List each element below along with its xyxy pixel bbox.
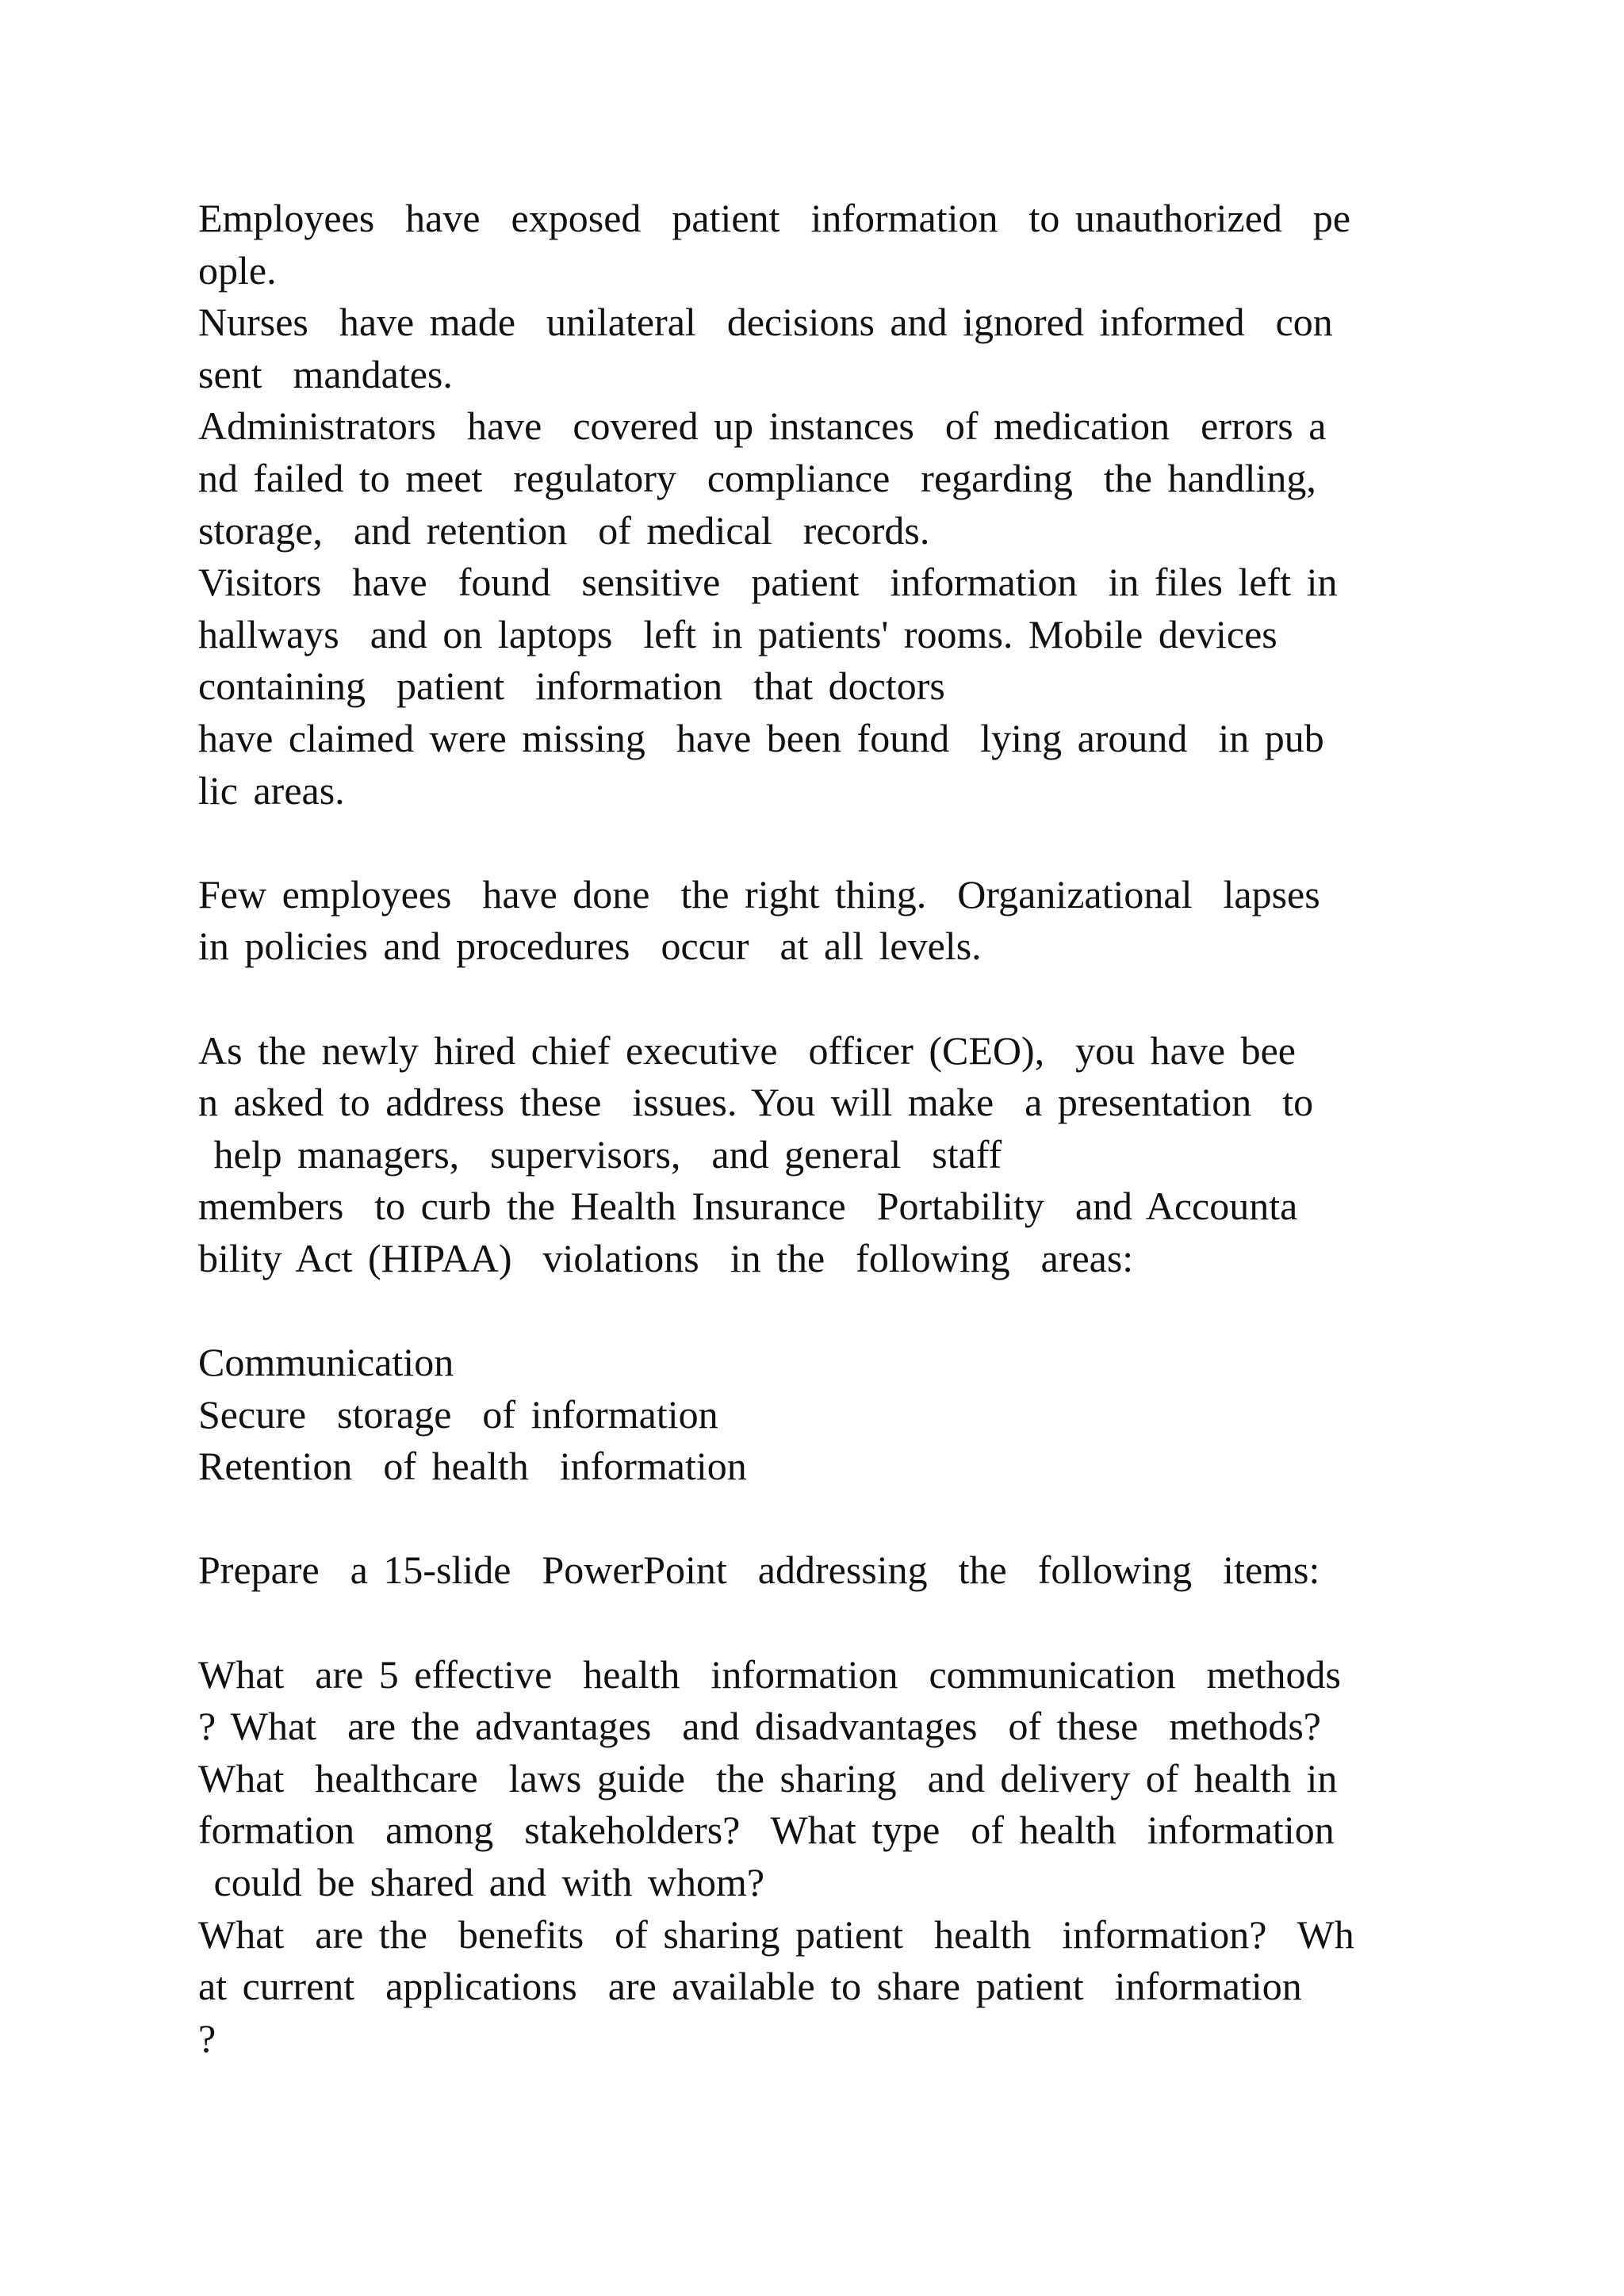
blank-line bbox=[198, 1284, 1483, 1337]
text-line: Few employees have done the right thing. Organizational lapses bbox=[198, 871, 1320, 916]
list-item: Communication bbox=[198, 1340, 454, 1385]
blank-line bbox=[198, 1493, 1483, 1545]
text-line: As the newly hired chief executive officer (CEO), you have bee bbox=[198, 1027, 1296, 1073]
text-line: in policies and procedures occur at all levels. bbox=[198, 924, 982, 969]
text-line: at current applications are available to share patient information bbox=[198, 1964, 1302, 2009]
document-body bbox=[198, 193, 1483, 2064]
blank-line bbox=[198, 1597, 1483, 1649]
text-line: help managers, supervisors, and general staff bbox=[198, 1131, 1002, 1177]
text-line: formation among stakeholders? What type of health information bbox=[198, 1808, 1335, 1853]
text-line: have claimed were missing have been found lying around in pub bbox=[198, 715, 1324, 760]
text-line: lic areas. bbox=[198, 767, 345, 813]
text-line: Administrators have covered up instances of medication errors a bbox=[198, 404, 1327, 449]
text-line: Prepare a 15-slide PowerPoint addressing the following items: bbox=[198, 1548, 1320, 1593]
text-line: What healthcare laws guide the sharing and delivery of health in bbox=[198, 1755, 1338, 1800]
text-line: What are the benefits of sharing patient health information? Wh bbox=[198, 1911, 1354, 1957]
list-item: Retention of health information bbox=[198, 1444, 747, 1489]
text-line: What are 5 effective health information communication methods bbox=[198, 1651, 1341, 1697]
text-line: ? bbox=[198, 2015, 216, 2061]
text-line: ? What are the advantages and disadvantages of these methods? bbox=[198, 1704, 1321, 1749]
text-line: storage, and retention of medical records. bbox=[198, 507, 930, 553]
text-line: containing patient information that doctors bbox=[198, 664, 945, 709]
text-line: Visitors have found sensitive patient information in files left in bbox=[198, 560, 1338, 605]
list-item: Secure storage of information bbox=[198, 1391, 718, 1437]
text-line: n asked to address these issues. You will make a presentation to bbox=[198, 1080, 1314, 1125]
text-line: hallways and on laptops left in patients' rooms. Mobile devices bbox=[198, 611, 1277, 656]
text-line: ople. bbox=[198, 247, 277, 293]
blank-line bbox=[198, 817, 1483, 869]
blank-line bbox=[198, 973, 1483, 1025]
text-line: could be shared and with whom? bbox=[198, 1860, 765, 1904]
text-line: members to curb the Health Insurance Portability and Accounta bbox=[198, 1184, 1298, 1229]
text-line: bility Act (HIPAA) violations in the following areas: bbox=[198, 1235, 1134, 1280]
text-line: sent mandates. bbox=[198, 351, 453, 396]
text-line: Employees have exposed patient information to unauthorized pe bbox=[198, 196, 1351, 240]
text-line: nd failed to meet regulatory compliance regarding the handling, bbox=[198, 455, 1316, 500]
text-line: Nurses have made unilateral decisions and ignored informed con bbox=[198, 300, 1333, 345]
